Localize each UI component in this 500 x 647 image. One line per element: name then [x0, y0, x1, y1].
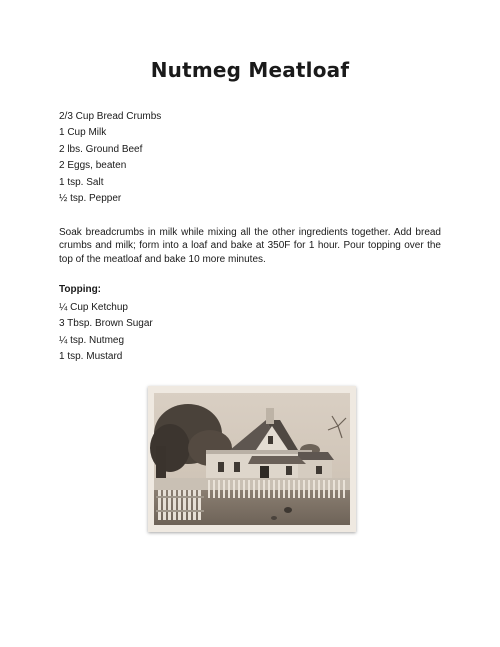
ingredient-item: 2/3 Cup Bread Crumbs — [59, 111, 162, 122]
topping-item: 1 tsp. Mustard — [59, 351, 123, 363]
ingredient-item: 1 tsp. Salt — [59, 176, 104, 188]
recipe-title: Nutmeg Meatloaf — [150, 58, 350, 82]
ingredient-item: ½ tsp. Pepper — [59, 192, 122, 204]
ingredient-list — [59, 109, 161, 207]
instructions-paragraph: Soak breadcrumbs in milk while mixing all the other ingredients together. Add bread crumbs and milk; form into a loaf and bake at 350F for 1 hour. Pour topping over the top of the meatloaf and bake 10 more minutes. — [59, 227, 441, 265]
topping-item: 3 Tbsp. Brown Sugar — [59, 318, 153, 330]
topping-heading: Topping: — [59, 284, 102, 295]
ingredient-item: 2 lbs. Ground Beef — [59, 143, 143, 155]
ingredient-item: 1 Cup Milk — [59, 127, 107, 139]
topping-item: ¼ Cup Ketchup — [59, 302, 128, 313]
ingredient-item: 2 Eggs, beaten — [59, 160, 127, 172]
topping-item: ¼ tsp. Nutmeg — [59, 334, 125, 346]
farmhouse-photo — [148, 386, 356, 532]
topping-list — [59, 300, 153, 366]
